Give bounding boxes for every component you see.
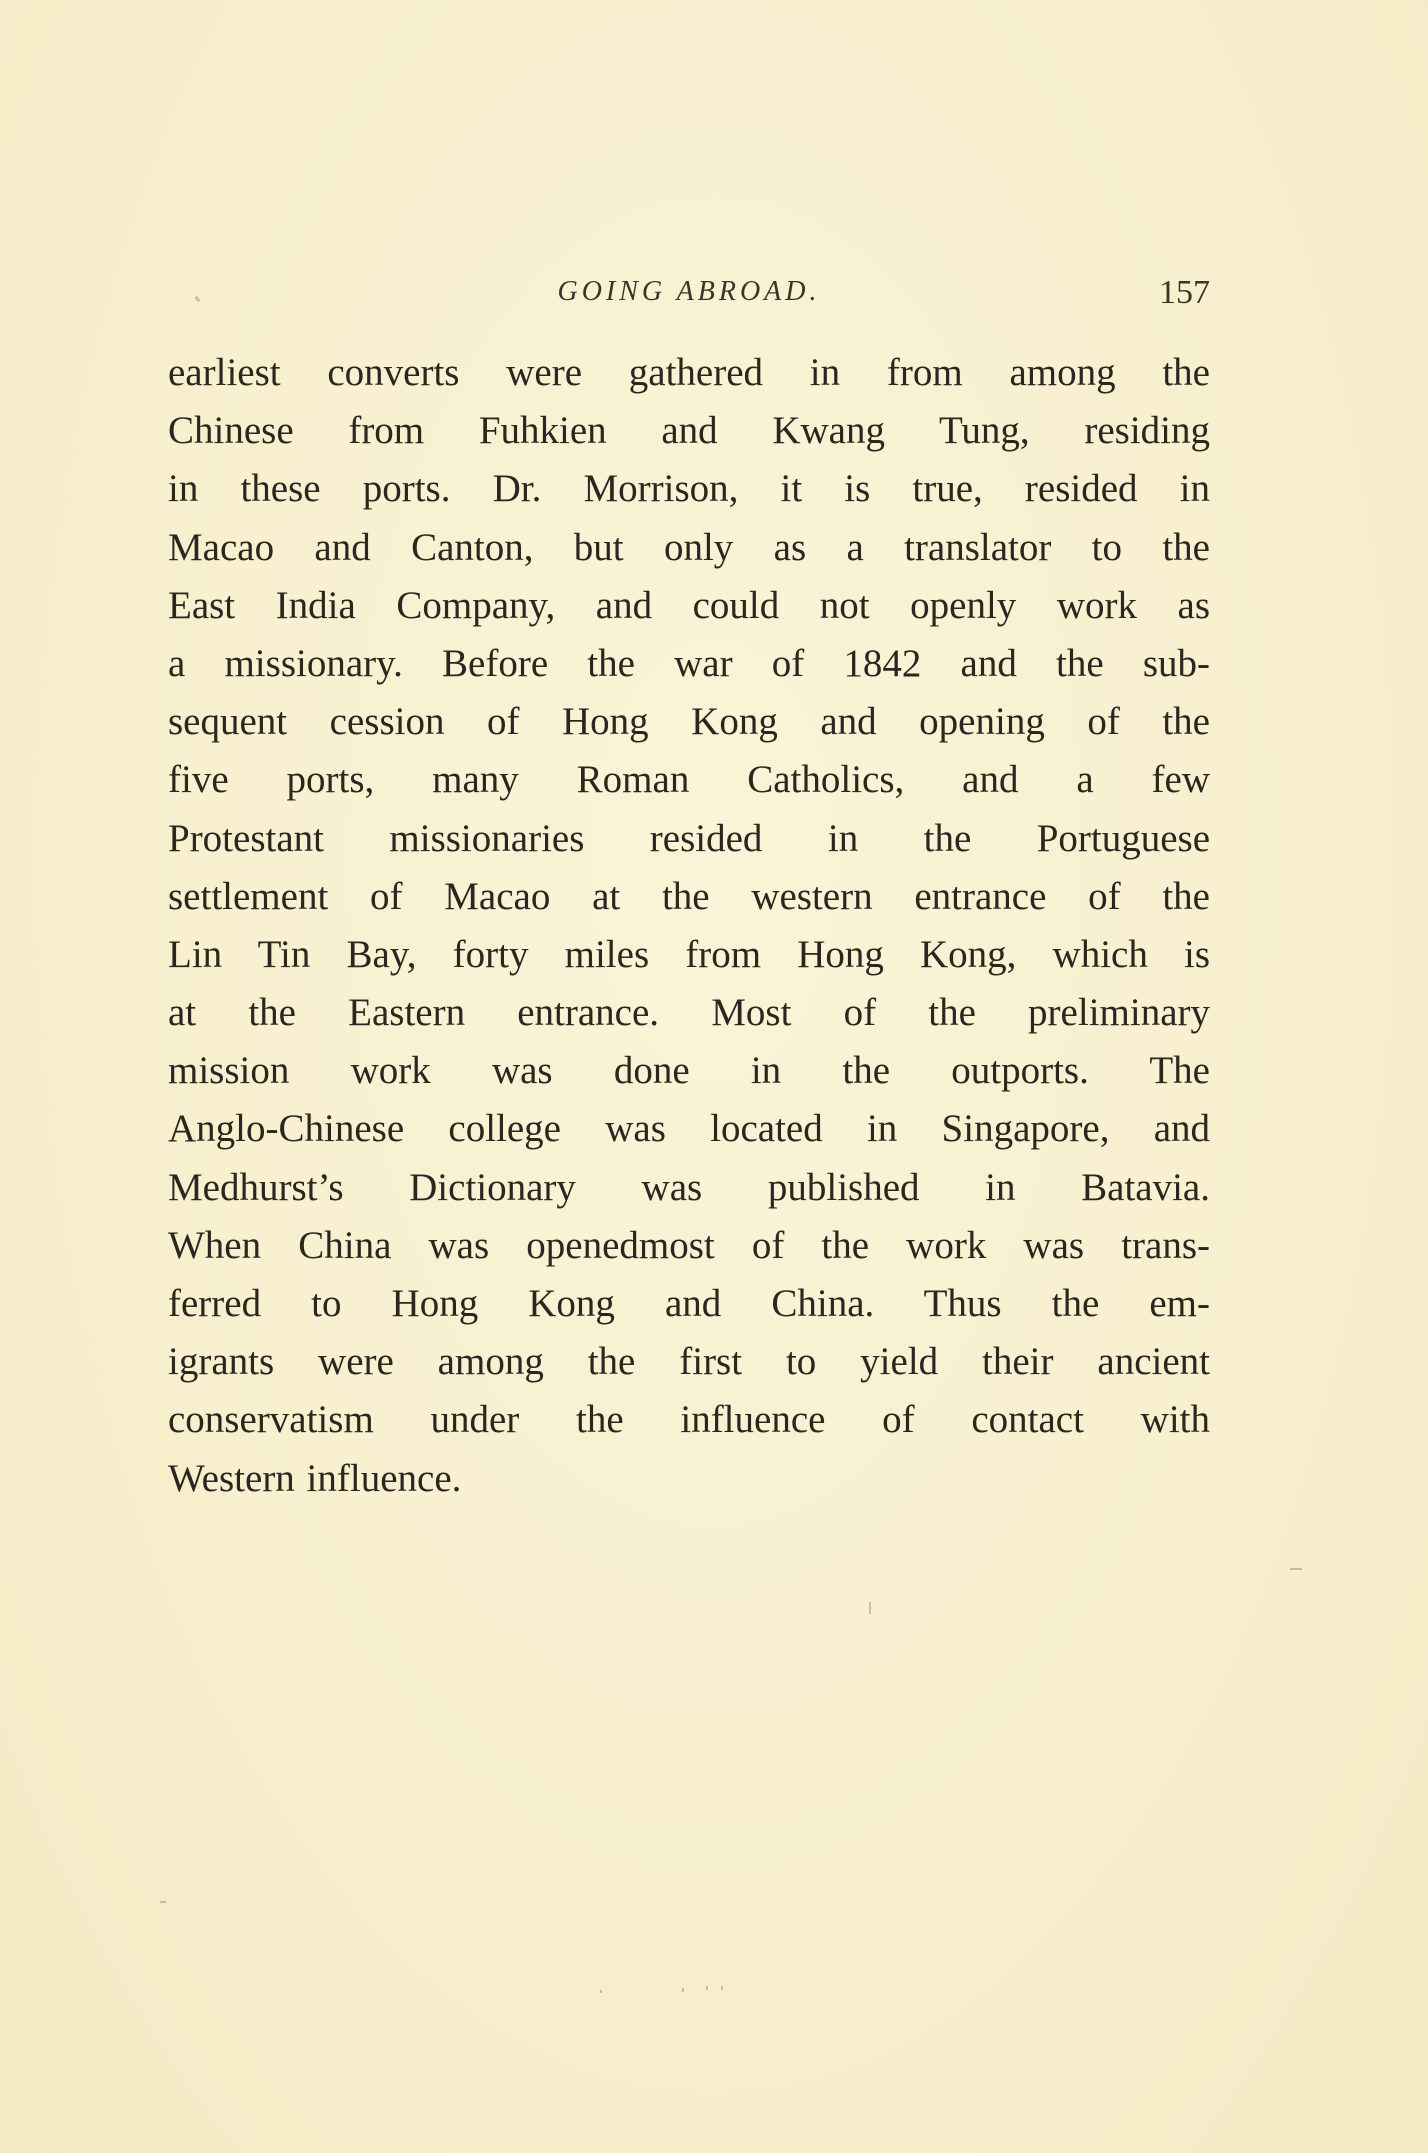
paper-speck bbox=[160, 1901, 166, 1903]
text-line: Protestant missionaries resided in the Portuguese bbox=[168, 816, 1210, 860]
text-line: Medhurst’s Dictionary was published in Batavia. bbox=[168, 1165, 1210, 1209]
paper-speck bbox=[1290, 1568, 1302, 1570]
text-line: Chinese from Fuhkien and Kwang Tung, residing bbox=[168, 409, 1210, 453]
text-line: conservatism under the influence of contact with bbox=[168, 1398, 1210, 1442]
text-line: Lin Tin Bay, forty miles from Hong Kong, which is bbox=[168, 932, 1210, 976]
paper-speck bbox=[721, 1986, 723, 1990]
text-line: Western influence. bbox=[168, 1456, 462, 1500]
running-head bbox=[168, 270, 1210, 320]
text-line: five ports, many Roman Catholics, and a few bbox=[168, 758, 1210, 802]
text-line: When China was openedmost of the work was trans- bbox=[168, 1223, 1210, 1267]
text-line: earliest converts were gathered in from among the bbox=[168, 351, 1210, 394]
text-line: Anglo-Chinese college was located in Singapore, and bbox=[168, 1107, 1210, 1151]
text-line: a missionary. Before the war of 1842 and the sub- bbox=[168, 641, 1210, 685]
text-line: mission work was done in the outports. The bbox=[168, 1049, 1210, 1093]
text-line: at the Eastern entrance. Most of the preliminary bbox=[168, 991, 1210, 1035]
text-line: igrants were among the first to yield their ancient bbox=[168, 1340, 1210, 1384]
page-number: 157 bbox=[1159, 274, 1210, 311]
text-line: ferred to Hong Kong and China. Thus the em- bbox=[168, 1282, 1210, 1325]
running-title: GOING ABROAD. bbox=[557, 276, 821, 307]
text-line: sequent cession of Hong Kong and opening of the bbox=[168, 700, 1210, 744]
paper-speck bbox=[706, 1986, 708, 1990]
body-text bbox=[168, 344, 1210, 1508]
text-line: in these ports. Dr. Morrison, it is true, resided in bbox=[168, 467, 1210, 511]
paper-speck bbox=[600, 1990, 602, 1993]
text-line: Macao and Canton, but only as a translator to the bbox=[168, 525, 1210, 569]
paper-speck bbox=[682, 1988, 684, 1992]
text-line: settlement of Macao at the western entrance of the bbox=[168, 874, 1210, 918]
paper-speck bbox=[869, 1602, 871, 1614]
text-line: East India Company, and could not openly work as bbox=[168, 583, 1210, 627]
